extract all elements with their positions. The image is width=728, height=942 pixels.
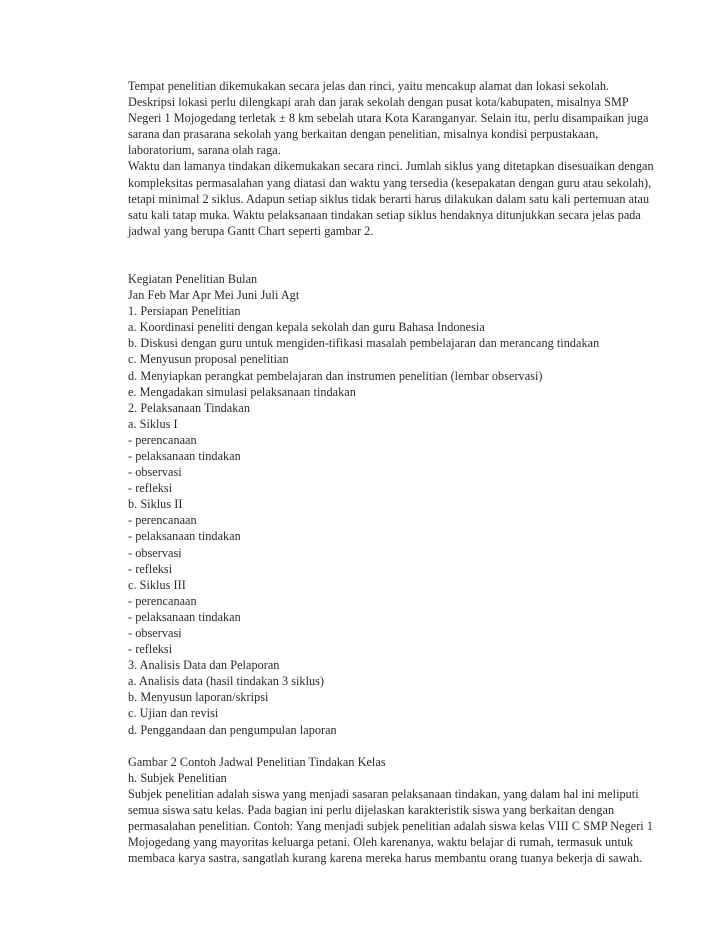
schedule-header: Kegiatan Penelitian Bulan xyxy=(128,271,258,286)
schedule-item: - perencanaan xyxy=(128,593,197,608)
schedule-item: - observasi xyxy=(128,545,182,560)
schedule-item: b. Menyusun laporan/skripsi xyxy=(128,690,269,705)
document-body xyxy=(128,78,658,866)
schedule-item: c. Ujian dan revisi xyxy=(128,706,219,721)
schedule-item: c. Menyusun proposal penelitian xyxy=(128,352,289,367)
schedule-item: d. Menyiapkan perangkat pembelajaran dan instrumen penelitian (lembar observasi) xyxy=(128,368,543,383)
figure-caption: Gambar 2 Contoh Jadwal Penelitian Tindakan Kelas xyxy=(128,754,386,769)
schedule-item: - perencanaan xyxy=(128,513,197,528)
schedule-item: b. Siklus II xyxy=(128,497,183,512)
text-line: Mojogedang yang mayoritas keluarga petani. Oleh karenanya, waktu belajar di rumah, termasuk untuk xyxy=(128,835,634,850)
section-heading: h. Subjek Penelitian xyxy=(128,770,227,785)
schedule-months: Jan Feb Mar Apr Mei Juni Juli Agt xyxy=(128,288,300,303)
text-line: sarana dan prasarana sekolah yang berkaitan dengan penelitian, misalnya kondisi perpustakaan, xyxy=(128,127,599,142)
text-line: laboratorium, sarana olah raga. xyxy=(128,143,281,158)
schedule-item: b. Diskusi dengan guru untuk mengiden-tifikasi masalah pembelajaran dan merancang tindakan xyxy=(128,336,600,351)
schedule-item: - pelaksanaan tindakan xyxy=(128,529,241,544)
text-line: membaca karya sastra, sangatlah kurang karena mereka harus membantu orang tuanya bekerja di sawah. xyxy=(128,851,643,866)
text-line: satu kali tatap muka. Waktu pelaksanaan tindakan setiap siklus hendaknya ditunjukkan secara jelas pada xyxy=(128,207,641,222)
schedule-item: - observasi xyxy=(128,465,182,480)
schedule-item: - refleksi xyxy=(128,642,173,657)
text-line: Tempat penelitian dikemukakan secara jelas dan rinci, yaitu mencakup alamat dan lokasi sekolah. xyxy=(128,79,610,93)
schedule-item: - pelaksanaan tindakan xyxy=(128,448,241,463)
spacer xyxy=(128,738,658,754)
schedule-item: 3. Analisis Data dan Pelaporan xyxy=(128,658,280,673)
text-line: tetapi minimal 2 siklus. Adapun setiap siklus tidak berarti harus dilakukan dalam satu kali pertemuan atau xyxy=(128,191,650,206)
schedule-item: - observasi xyxy=(128,626,182,640)
schedule-item: - refleksi xyxy=(128,561,173,576)
text-line: Waktu dan lamanya tindakan dikemukakan secara rinci. Jumlah siklus yang ditetapkan disesuaikan dengan xyxy=(128,159,654,174)
text-line: Deskripsi lokasi perlu dilengkapi arah dan jarak sekolah dengan pusat kota/kabupaten, misalnya SMP xyxy=(128,95,629,110)
spacer xyxy=(128,239,658,271)
text-line: jadwal yang berupa Gantt Chart seperti gambar 2. xyxy=(128,223,374,238)
text-line: Subjek penelitian adalah siswa yang menjadi sasaran pelaksanaan tindakan, yang dalam hal ini meliputi xyxy=(128,786,639,801)
schedule-item: - refleksi xyxy=(128,481,173,496)
schedule-item: d. Penggandaan dan pengumpulan laporan xyxy=(128,722,337,737)
schedule-item: 1. Persiapan Penelitian xyxy=(128,304,241,319)
schedule-item: a. Koordinasi peneliti dengan kepala sekolah dan guru Bahasa Indonesia xyxy=(128,320,485,335)
schedule-item: e. Mengadakan simulasi pelaksanaan tindakan xyxy=(128,384,356,399)
paragraph-subjek xyxy=(128,754,658,867)
paragraph-lokasi-waktu xyxy=(128,78,658,239)
schedule-item: c. Siklus III xyxy=(128,577,186,592)
schedule-item: a. Analisis data (hasil tindakan 3 siklus) xyxy=(128,674,325,689)
text-line: Negeri 1 Mojogedang terletak ± 8 km sebelah utara Kota Karanganyar. Selain itu, perlu disampaikan juga xyxy=(128,111,649,126)
text-line: semua siswa satu kelas. Pada bagian ini perlu dijelaskan karakteristik siswa yang berkaitan dengan xyxy=(128,802,615,817)
schedule-item: - pelaksanaan tindakan xyxy=(128,609,241,624)
text-line: kompleksitas permasalahan yang diatasi dan waktu yang tersedia (kesepakatan dengan guru atau sekolah), xyxy=(128,175,652,190)
schedule-item: - perencanaan xyxy=(128,432,197,447)
schedule-list xyxy=(128,271,658,738)
schedule-item: 2. Pelaksanaan Tindakan xyxy=(128,400,250,415)
schedule-item: a. Siklus I xyxy=(128,416,178,431)
text-line: permasalahan penelitian. Contoh: Yang menjadi subjek penelitian adalah siswa kelas VIII C SMP Negeri 1 xyxy=(128,819,653,834)
